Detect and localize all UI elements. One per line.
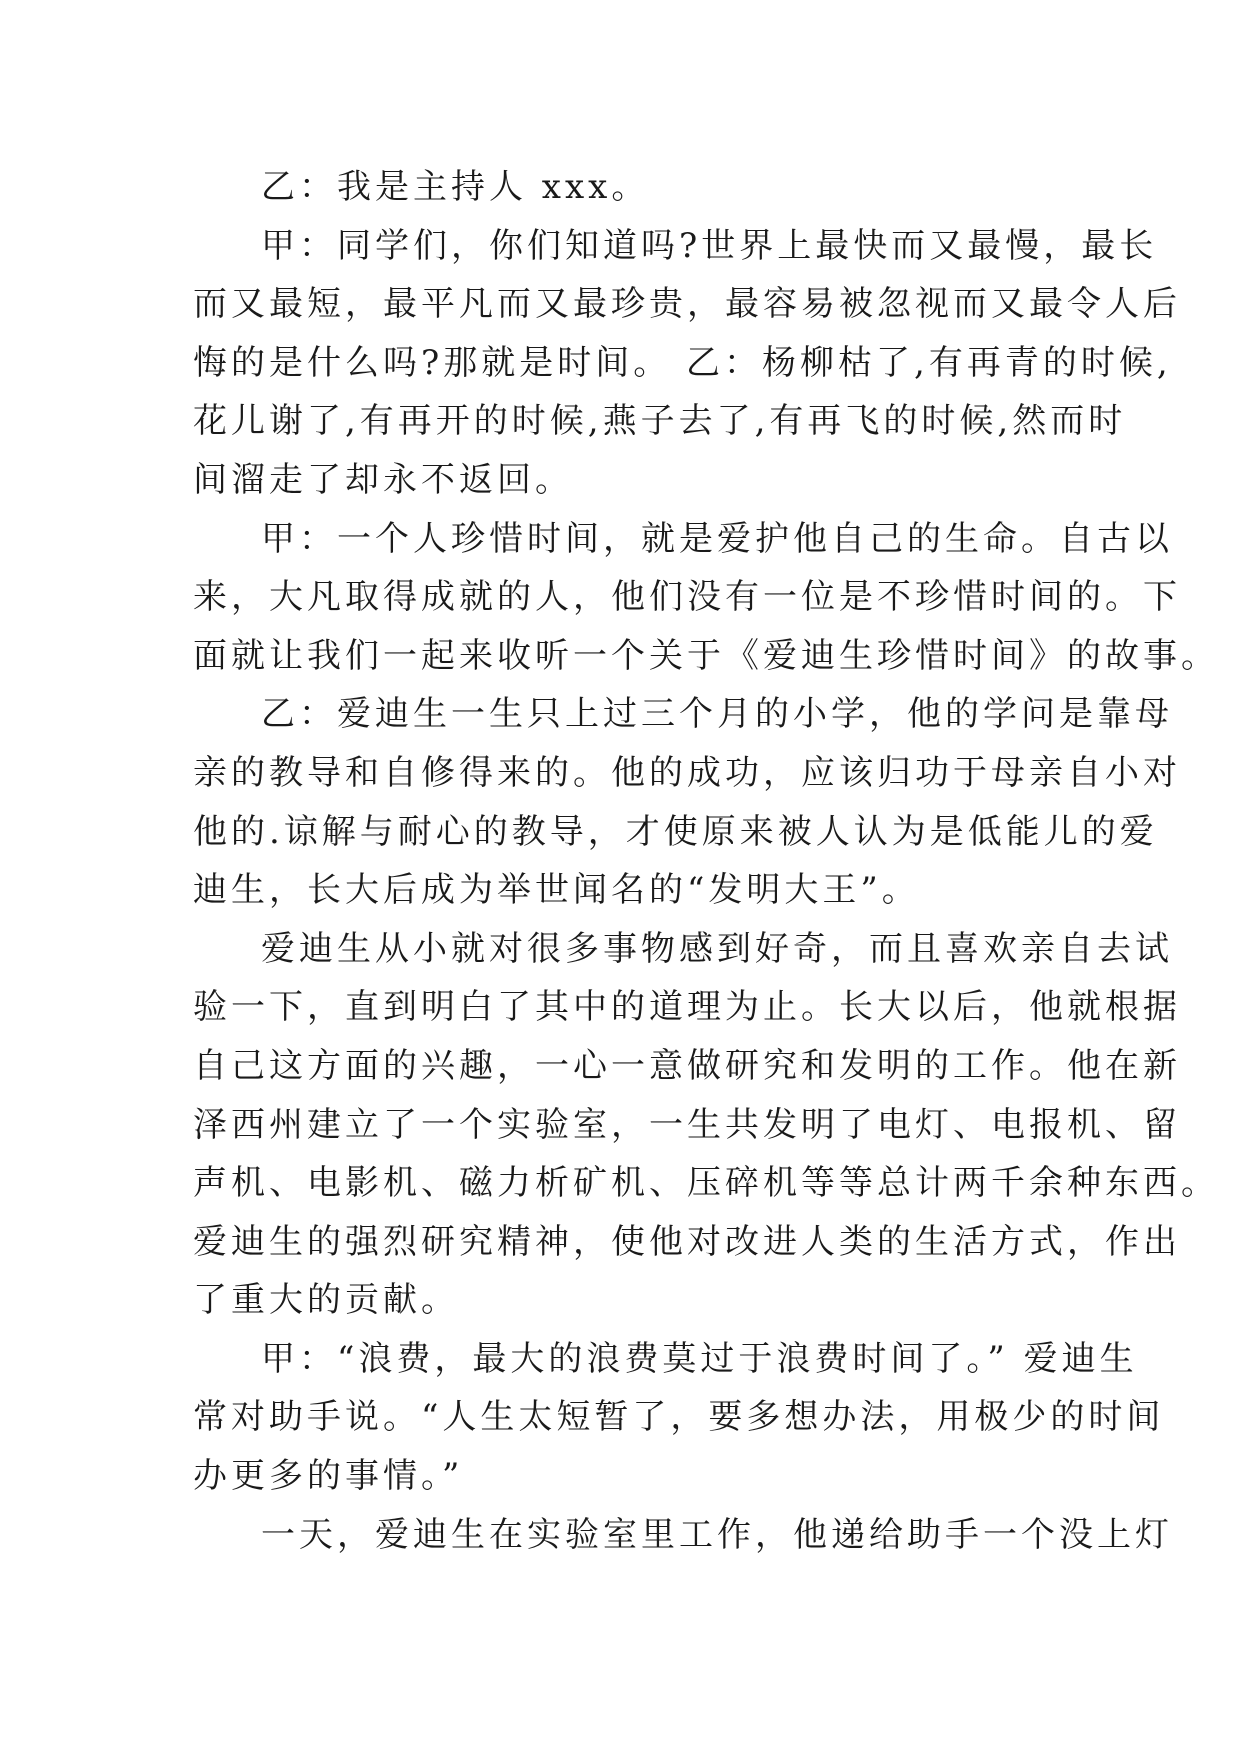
text-line: 泽西州建立了一个实验室，一生共发明了电灯、电报机、留: [193, 1104, 1181, 1145]
text-line: 乙：我是主持人 xxx。: [261, 167, 650, 207]
text-line: 甲：同学们，你们知道吗?世界上最快而又最慢，最长: [261, 225, 1158, 266]
text-line: 间溜走了却永不返回。: [193, 459, 573, 500]
text-line: 爱迪生的强烈研究精神，使他对改进人类的生活方式，作出: [193, 1221, 1181, 1262]
text-line: 甲：一个人珍惜时间，就是爱护他自己的生命。自古以: [261, 518, 1173, 559]
text-line: 常对助手说。“人生太短暂了，要多想办法，用极少的时间: [193, 1397, 1165, 1438]
text-line: 他的.谅解与耐心的教导，才使原来被人认为是低能儿的爱: [193, 811, 1158, 852]
text-line: 甲：“浪费，最大的浪费莫过于浪费时间了。” 爱迪生: [261, 1338, 1138, 1379]
text-line: 面就让我们一起来收听一个关于《爱迪生珍惜时间》的故事。: [193, 635, 1219, 676]
text-line: 迪生，长大后成为举世闻名的“发明大王”。: [193, 870, 920, 911]
text-line: 自己这方面的兴趣，一心一意做研究和发明的工作。他在新: [193, 1045, 1181, 1086]
text-line: 来，大凡取得成就的人，他们没有一位是不珍惜时间的。下: [193, 577, 1181, 618]
document-body: [193, 158, 1219, 1564]
text-line: 爱迪生从小就对很多事物感到好奇，而且喜欢亲自去试: [261, 928, 1173, 969]
text-line: 而又最短，最平凡而又最珍贵，最容易被忽视而又最令人后: [193, 284, 1181, 325]
text-line: 乙：爱迪生一生只上过三个月的小学，他的学问是靠母: [261, 694, 1173, 735]
text-line: 验一下，直到明白了其中的道理为止。长大以后，他就根据: [193, 987, 1181, 1028]
text-line: 亲的教导和自修得来的。他的成功，应该归功于母亲自小对: [193, 752, 1181, 793]
text-line: 办更多的事情。”: [193, 1456, 464, 1497]
text-line: 悔的是什么吗?那就是时间。 乙：杨柳枯了,有再青的时候,: [193, 342, 1172, 383]
text-line: 了重大的贡献。: [193, 1280, 459, 1321]
text-line: 一天，爱迪生在实验室里工作，他递给助手一个没上灯: [261, 1514, 1173, 1555]
text-line: 声机、电影机、磁力析矿机、压碎机等等总计两千余种东西。: [193, 1163, 1219, 1204]
text-line: 花儿谢了,有再开的时候,燕子去了,有再飞的时候,然而时: [193, 401, 1127, 442]
